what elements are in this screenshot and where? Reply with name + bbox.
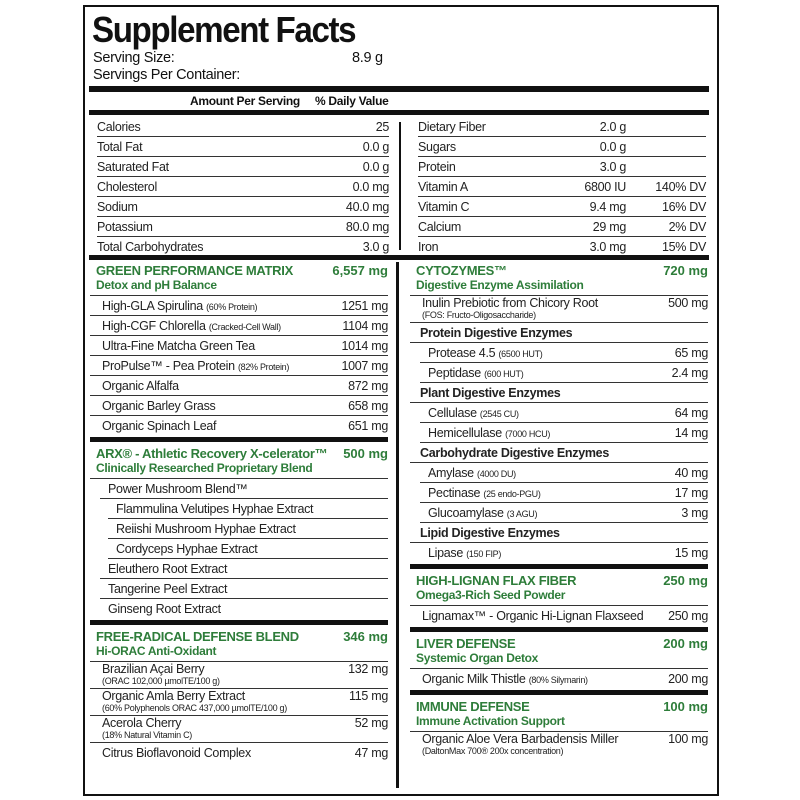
ingredient-name bbox=[102, 419, 348, 433]
ingredient-name-text: Power Mushroom Blend™ bbox=[108, 481, 248, 496]
ingredient-detail: (ORAC 102,000 µmolTE/100 g) bbox=[102, 676, 220, 686]
ingredient-name-text: Lipase bbox=[428, 546, 464, 560]
ingredient-name bbox=[116, 522, 388, 536]
nutrient-row bbox=[418, 237, 706, 257]
ingredient-row bbox=[90, 316, 388, 336]
blend-amount: 500 mg bbox=[343, 446, 388, 461]
ingredient-amount: 1104 mg bbox=[342, 318, 388, 333]
ingredient-name bbox=[428, 346, 675, 360]
nutrient-name: Cholesterol bbox=[97, 179, 157, 194]
blend-title: IMMUNE DEFENSE bbox=[416, 699, 530, 714]
ingredient-name-text: High-CGF Chlorella bbox=[102, 318, 206, 333]
ingredient-name bbox=[420, 326, 708, 340]
ingredient-row bbox=[90, 376, 388, 396]
ingredient-amount: 14 mg bbox=[674, 425, 708, 440]
ingredient-amount: 200 mg bbox=[668, 672, 708, 686]
ingredient-detail: (60% Polyphenols ORAC 437,000 µmolTE/100 g) bbox=[102, 703, 287, 713]
divider-thick bbox=[89, 110, 709, 115]
nutrient-name: Dietary Fiber bbox=[418, 119, 486, 134]
blend-title: CYTOZYMES™ bbox=[416, 263, 507, 278]
ingredient-name-text: Glucoamylase bbox=[428, 505, 504, 520]
ingredient-name bbox=[108, 602, 388, 616]
left-blends-column bbox=[90, 260, 388, 763]
ingredient-row bbox=[90, 689, 388, 716]
nutrient-name: Calories bbox=[97, 119, 141, 134]
nutrient-name: Iron bbox=[418, 240, 439, 254]
ingredient-name-text: Hemicellulase bbox=[428, 425, 502, 440]
nutrient-amount: 2.0 g bbox=[599, 119, 626, 134]
divider-thick bbox=[89, 86, 709, 92]
ingredient-name-text: Protease 4.5 bbox=[428, 345, 496, 360]
blend-header bbox=[90, 260, 388, 296]
nutrient-row bbox=[418, 117, 706, 137]
ingredient-note: (7000 HCU) bbox=[505, 428, 551, 439]
nutrient-daily-value: 2% DV bbox=[668, 219, 706, 234]
ingredient-row bbox=[90, 716, 388, 743]
ingredient-name bbox=[428, 506, 681, 520]
ingredient-name bbox=[428, 466, 675, 480]
nutrient-name: Potassium bbox=[97, 219, 153, 234]
ingredient-row bbox=[90, 296, 388, 316]
ingredient-amount: 500 mg bbox=[668, 296, 708, 310]
ingredient-amount: 1007 mg bbox=[341, 358, 388, 373]
ingredient-name-text: Lipid Digestive Enzymes bbox=[420, 525, 560, 540]
ingredient-amount: 1251 mg bbox=[341, 298, 388, 313]
ingredient-name-text: Tangerine Peel Extract bbox=[108, 581, 228, 596]
ingredient-name bbox=[420, 386, 708, 400]
nutrient-amount: 6800 IU bbox=[584, 179, 626, 194]
ingredient-name bbox=[116, 502, 388, 516]
blend-title: ARX® - Athletic Recovery X-celerator™ bbox=[96, 446, 328, 461]
ingredient-note: (6500 HUT) bbox=[498, 348, 543, 359]
divider-thick bbox=[90, 620, 388, 625]
ingredient-name bbox=[102, 746, 355, 760]
ingredient-name bbox=[102, 689, 349, 703]
nutrient-row bbox=[418, 197, 706, 217]
ingredient-note: (82% Protein) bbox=[237, 361, 290, 372]
ingredient-name-text: Organic Milk Thistle bbox=[422, 672, 526, 686]
ingredient-name bbox=[102, 399, 348, 413]
nutrient-row bbox=[97, 197, 389, 217]
servings-per-container-label: Servings Per Container: bbox=[93, 67, 241, 83]
ingredient-note: (4000 DU) bbox=[477, 468, 516, 479]
ingredient-name bbox=[108, 562, 388, 576]
ingredient-name bbox=[102, 319, 342, 333]
ingredient-name bbox=[428, 406, 675, 420]
ingredient-note: (600 HUT) bbox=[484, 368, 524, 379]
ingredient-name-text: Cordyceps Hyphae Extract bbox=[116, 541, 258, 556]
ingredient-row bbox=[90, 396, 388, 416]
ingredient-amount: 100 mg bbox=[668, 732, 708, 746]
ingredient-row bbox=[108, 539, 388, 559]
ingredient-name bbox=[428, 486, 675, 500]
ingredient-row bbox=[420, 463, 708, 483]
nutrient-name: Protein bbox=[418, 159, 456, 174]
ingredient-name bbox=[428, 366, 672, 380]
nutrient-name: Sugars bbox=[418, 139, 456, 154]
nutrient-amount: 0.0 mg bbox=[352, 179, 389, 194]
ingredient-detail: (DaltonMax 700® 200x concentration) bbox=[422, 746, 564, 756]
ingredient-row bbox=[100, 479, 388, 499]
ingredient-name bbox=[102, 339, 341, 353]
blend-amount: 200 mg bbox=[663, 636, 708, 651]
nutrient-daily-value: 140% DV bbox=[655, 179, 706, 194]
ingredient-name bbox=[102, 662, 348, 676]
ingredient-row bbox=[420, 403, 708, 423]
blend-amount: 720 mg bbox=[663, 263, 708, 278]
nutrient-amount: 9.4 mg bbox=[589, 199, 626, 214]
ingredient-amount: 658 mg bbox=[348, 398, 388, 413]
ingredient-name-text: Flammulina Velutipes Hyphae Extract bbox=[116, 501, 314, 516]
nutrient-amount: 0.0 g bbox=[362, 159, 389, 174]
ingredient-name bbox=[102, 379, 348, 393]
ingredient-note: (60% Protein) bbox=[206, 301, 258, 312]
blend-header bbox=[410, 260, 708, 296]
ingredient-row bbox=[420, 503, 708, 523]
blend-amount: 250 mg bbox=[663, 573, 708, 588]
nutrient-daily-value: 15% DV bbox=[661, 240, 706, 254]
right-blends-column bbox=[410, 260, 708, 758]
nutrient-amount: 0.0 g bbox=[362, 139, 389, 154]
ingredient-name bbox=[428, 546, 675, 560]
ingredient-name bbox=[108, 482, 388, 496]
blend-subtitle: Digestive Enzyme Assimilation bbox=[416, 278, 584, 292]
ingredient-name-text: Organic Spinach Leaf bbox=[102, 419, 217, 433]
nutrition-right-column bbox=[418, 117, 706, 257]
ingredient-amount: 3 mg bbox=[681, 505, 708, 520]
ingredient-name bbox=[422, 732, 668, 746]
ingredient-name-text: Reiishi Mushroom Hyphae Extract bbox=[116, 521, 296, 536]
nutrient-amount: 25 bbox=[375, 119, 389, 134]
ingredient-name bbox=[422, 609, 668, 623]
ingredient-name-text: Peptidase bbox=[428, 365, 481, 380]
ingredient-name-text: Organic Alfalfa bbox=[102, 378, 179, 393]
ingredient-row bbox=[420, 363, 708, 383]
nutrient-row bbox=[97, 237, 389, 257]
amount-per-serving-header: Amount Per Serving bbox=[190, 94, 300, 108]
ingredient-amount: 65 mg bbox=[674, 345, 708, 360]
nutrient-amount: 0.0 g bbox=[599, 139, 626, 154]
nutrient-amount: 29 mg bbox=[592, 219, 626, 234]
ingredient-name-text: Protein Digestive Enzymes bbox=[420, 325, 573, 340]
ingredient-name bbox=[428, 426, 675, 440]
divider-thick bbox=[90, 437, 388, 442]
blend-subtitle: Hi-ORAC Anti-Oxidant bbox=[96, 644, 217, 658]
blend-header bbox=[410, 696, 708, 732]
nutrient-name: Calcium bbox=[418, 219, 462, 234]
blend-amount: 346 mg bbox=[343, 629, 388, 644]
blend-amount: 100 mg bbox=[663, 699, 708, 714]
ingredient-row bbox=[90, 356, 388, 376]
nutrient-amount: 80.0 mg bbox=[345, 219, 389, 234]
panel-title: Supplement Facts bbox=[92, 9, 356, 50]
ingredient-name bbox=[116, 542, 388, 556]
ingredient-name-text: Lignamax™ - Organic Hi-Lignan Flaxseed bbox=[422, 609, 644, 623]
ingredient-row bbox=[108, 499, 388, 519]
blend-title: HIGH-LIGNAN FLAX FIBER bbox=[416, 573, 577, 588]
serving-size-value: 8.9 g bbox=[352, 50, 383, 66]
nutrient-row bbox=[97, 217, 389, 237]
blend-amount: 6,557 mg bbox=[332, 263, 388, 278]
ingredient-name-text: Acerola Cherry bbox=[102, 716, 182, 730]
ingredient-detail: (18% Natural Vitamin C) bbox=[102, 730, 192, 740]
ingredient-note: (2545 CU) bbox=[479, 408, 519, 419]
ingredient-amount: 64 mg bbox=[674, 405, 708, 420]
nutrient-row bbox=[418, 217, 706, 237]
nutrient-daily-value: 16% DV bbox=[661, 199, 706, 214]
ingredient-amount: 40 mg bbox=[674, 465, 708, 480]
ingredient-note: (80% Silymarin) bbox=[528, 675, 588, 685]
ingredient-name-text: Ginseng Root Extract bbox=[108, 602, 221, 616]
blend-title: FREE-RADICAL DEFENSE BLEND bbox=[96, 629, 299, 644]
ingredient-name-text: Ultra-Fine Matcha Green Tea bbox=[102, 338, 255, 353]
ingredient-row bbox=[108, 519, 388, 539]
blend-header bbox=[90, 626, 388, 662]
daily-value-header: % Daily Value bbox=[315, 94, 389, 108]
ingredient-row bbox=[90, 743, 388, 763]
blend-subtitle: Clinically Researched Proprietary Blend bbox=[96, 461, 313, 475]
ingredient-name-text: Organic Aloe Vera Barbadensis Miller bbox=[422, 732, 619, 746]
nutrient-amount: 3.0 g bbox=[599, 159, 626, 174]
ingredient-name bbox=[420, 526, 708, 540]
ingredient-amount: 651 mg bbox=[348, 419, 388, 433]
nutrient-row bbox=[97, 137, 389, 157]
ingredient-name bbox=[108, 582, 388, 596]
ingredient-name-text: Pectinase bbox=[428, 485, 481, 500]
ingredient-note: (25 endo-PGU) bbox=[483, 488, 541, 499]
ingredient-name-text: ProPulse™ - Pea Protein bbox=[102, 358, 235, 373]
nutrient-name: Sodium bbox=[97, 199, 138, 214]
divider-thick bbox=[410, 627, 708, 632]
ingredient-name bbox=[422, 672, 668, 686]
ingredient-name-text: Carbohydrate Digestive Enzymes bbox=[420, 445, 609, 460]
ingredient-amount: 17 mg bbox=[674, 485, 708, 500]
ingredient-name-text: Organic Barley Grass bbox=[102, 398, 216, 413]
blend-header bbox=[410, 570, 708, 606]
ingredient-row bbox=[420, 423, 708, 443]
ingredient-name-text: Brazilian Açai Berry bbox=[102, 662, 205, 676]
ingredient-name-text: Plant Digestive Enzymes bbox=[420, 385, 561, 400]
ingredient-row bbox=[410, 606, 708, 626]
ingredient-name-text: High-GLA Spirulina bbox=[102, 298, 203, 313]
ingredient-amount: 2.4 mg bbox=[671, 365, 708, 380]
enzyme-group-row bbox=[410, 523, 708, 543]
nutrient-name: Total Fat bbox=[97, 139, 143, 154]
ingredient-row bbox=[410, 732, 708, 758]
nutrient-name: Total Carbohydrates bbox=[97, 240, 204, 254]
divider-thick bbox=[410, 564, 708, 569]
enzyme-group-row bbox=[410, 443, 708, 463]
nutrient-amount: 3.0 g bbox=[362, 240, 389, 254]
nutrient-name: Vitamin A bbox=[418, 179, 468, 194]
serving-size-label: Serving Size: bbox=[93, 50, 175, 66]
ingredient-detail: (FOS: Fructo-Oligosaccharide) bbox=[422, 310, 536, 320]
ingredient-row bbox=[100, 599, 388, 619]
ingredient-note: (Cracked-Cell Wall) bbox=[208, 321, 281, 332]
enzyme-group-row bbox=[410, 383, 708, 403]
nutrient-name: Vitamin C bbox=[418, 199, 470, 214]
ingredient-row bbox=[100, 579, 388, 599]
ingredient-name-text: Cellulase bbox=[428, 405, 477, 420]
divider-thick bbox=[410, 690, 708, 695]
ingredient-row bbox=[100, 559, 388, 579]
nutrient-amount: 3.0 mg bbox=[589, 240, 626, 254]
ingredient-amount: 52 mg bbox=[354, 716, 388, 730]
ingredient-amount: 872 mg bbox=[348, 378, 388, 393]
nutrition-left-column bbox=[97, 117, 389, 257]
nutrient-row bbox=[418, 137, 706, 157]
column-divider bbox=[399, 122, 401, 250]
ingredient-name-text: Inulin Prebiotic from Chicory Root bbox=[422, 296, 598, 310]
ingredient-name bbox=[102, 716, 355, 730]
ingredient-amount: 115 mg bbox=[349, 689, 388, 703]
ingredient-name bbox=[422, 296, 668, 310]
ingredient-row bbox=[90, 662, 388, 689]
ingredient-amount: 250 mg bbox=[668, 609, 708, 623]
nutrient-row bbox=[97, 157, 389, 177]
column-divider bbox=[396, 262, 399, 788]
nutrient-row bbox=[418, 157, 706, 177]
ingredient-name bbox=[102, 359, 341, 373]
ingredient-name-text: Citrus Bioflavonoid Complex bbox=[102, 746, 251, 760]
blend-header bbox=[410, 633, 708, 669]
ingredient-note: (3 AGU) bbox=[506, 508, 538, 519]
nutrient-name: Saturated Fat bbox=[97, 159, 169, 174]
ingredient-name bbox=[420, 446, 708, 460]
ingredient-row bbox=[410, 669, 708, 689]
blend-subtitle: Systemic Organ Detox bbox=[416, 651, 539, 665]
blend-subtitle: Omega3-Rich Seed Powder bbox=[416, 588, 566, 602]
ingredient-amount: 132 mg bbox=[348, 662, 388, 676]
ingredient-note: (150 FIP) bbox=[466, 549, 502, 559]
blend-subtitle: Detox and pH Balance bbox=[96, 278, 217, 292]
blend-title: GREEN PERFORMANCE MATRIX bbox=[96, 263, 293, 278]
nutrient-amount: 40.0 mg bbox=[345, 199, 389, 214]
blend-subtitle: Immune Activation Support bbox=[416, 714, 565, 728]
ingredient-row bbox=[410, 296, 708, 323]
ingredient-row bbox=[420, 483, 708, 503]
ingredient-name-text: Amylase bbox=[428, 465, 474, 480]
ingredient-row bbox=[90, 336, 388, 356]
nutrient-row bbox=[97, 177, 389, 197]
ingredient-name bbox=[102, 299, 341, 313]
ingredient-row bbox=[90, 416, 388, 436]
ingredient-amount: 15 mg bbox=[674, 546, 708, 560]
blend-title: LIVER DEFENSE bbox=[416, 636, 516, 651]
enzyme-group-row bbox=[410, 323, 708, 343]
nutrient-row bbox=[97, 117, 389, 137]
ingredient-row bbox=[420, 343, 708, 363]
ingredient-amount: 1014 mg bbox=[341, 338, 388, 353]
ingredient-name-text: Eleuthero Root Extract bbox=[108, 561, 228, 576]
blend-header bbox=[90, 443, 388, 479]
ingredient-amount: 47 mg bbox=[354, 746, 388, 760]
nutrient-row bbox=[418, 177, 706, 197]
ingredient-row bbox=[420, 543, 708, 563]
ingredient-name-text: Organic Amla Berry Extract bbox=[102, 689, 245, 703]
